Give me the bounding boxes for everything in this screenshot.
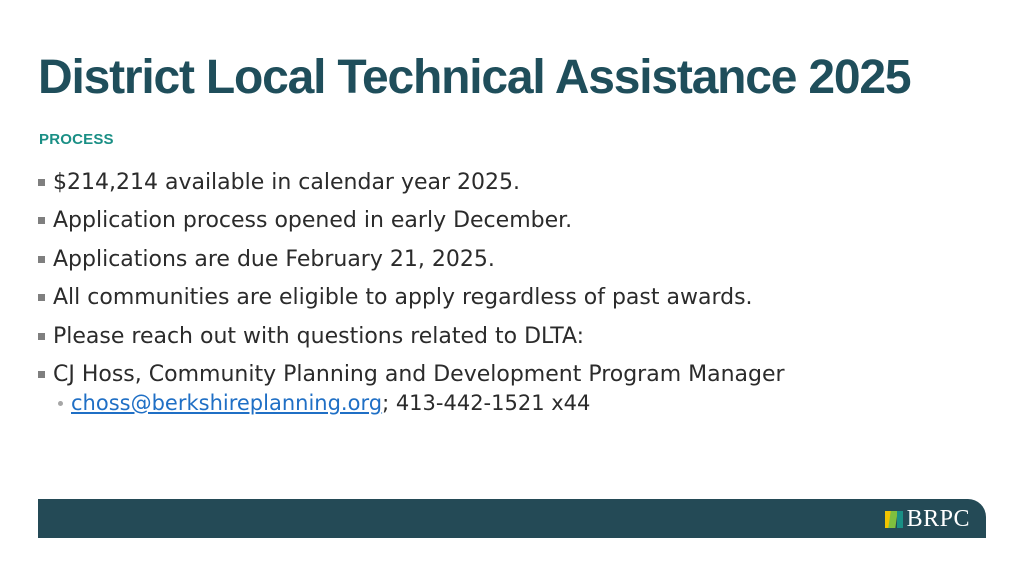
square-bullet-icon — [38, 256, 45, 263]
bullet-item-application-opened — [38, 202, 785, 241]
bullet-item-funding — [38, 163, 785, 202]
round-bullet-icon — [58, 401, 63, 406]
bullet-list — [38, 163, 785, 418]
bullet-text: Application process opened in early December. — [53, 208, 573, 234]
section-label: PROCESS — [39, 131, 114, 148]
brpc-logo — [884, 504, 970, 533]
phone-text: ; 413-442-1521 x44 — [382, 391, 591, 415]
square-bullet-icon — [38, 294, 45, 301]
square-bullet-icon — [38, 371, 45, 378]
logo-text: BRPC — [906, 505, 970, 532]
bullet-text: All communities are eligible to apply regardless of past awards. — [53, 285, 753, 311]
square-bullet-icon — [38, 333, 45, 340]
square-bullet-icon — [38, 179, 45, 186]
brpc-logo-mark-icon — [884, 509, 904, 529]
bullet-text: Applications are due February 21, 2025. — [53, 246, 495, 272]
bullet-text: Please reach out with questions related to DLTA: — [53, 323, 585, 349]
square-bullet-icon — [38, 217, 45, 224]
bullet-item-due-date — [38, 240, 785, 279]
email-link[interactable]: choss@berkshireplanning.org — [71, 391, 383, 415]
bullet-text: $214,214 available in calendar year 2025. — [53, 169, 521, 195]
bullet-item-questions — [38, 317, 785, 356]
bullet-item-eligibility — [38, 279, 785, 318]
bullet-text: CJ Hoss, Community Planning and Development Program Manager — [53, 362, 785, 388]
sub-bullet-contact-info — [38, 388, 785, 418]
slide-title: District Local Technical Assistance 2025 — [38, 51, 911, 104]
footer-bar — [38, 499, 986, 538]
